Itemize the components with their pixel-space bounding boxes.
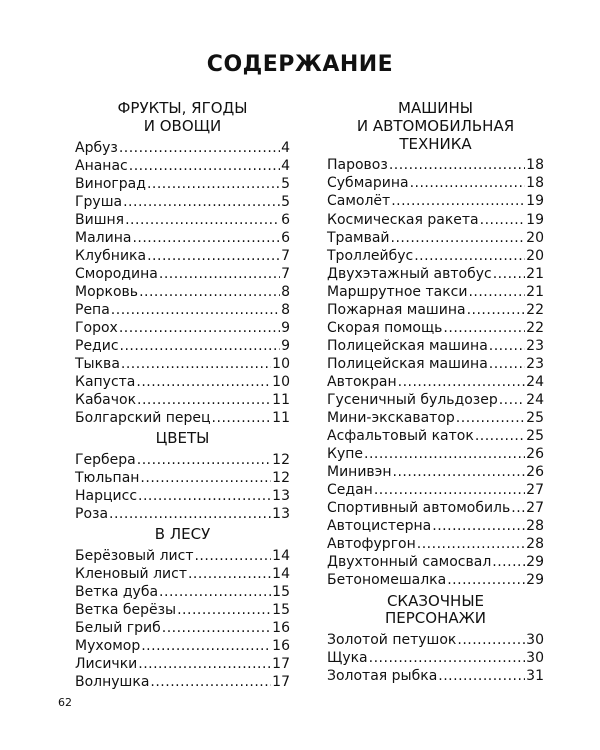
toc-entry-page: 28 bbox=[526, 536, 544, 553]
toc-entry bbox=[327, 373, 544, 391]
toc-entry bbox=[327, 649, 544, 667]
dot-leader bbox=[125, 211, 280, 229]
toc-entry-title: Мухомор bbox=[75, 638, 141, 655]
toc-entry bbox=[327, 517, 544, 535]
toc-entry-page: 12 bbox=[272, 470, 290, 487]
toc-entry-page: 17 bbox=[272, 656, 290, 673]
dot-leader bbox=[188, 565, 271, 583]
toc-entry bbox=[75, 193, 290, 211]
toc-entry-page: 21 bbox=[526, 283, 544, 300]
toc-entry-title: Щука bbox=[327, 650, 368, 667]
toc-entry bbox=[327, 229, 544, 247]
toc-list bbox=[75, 547, 290, 691]
toc-entry bbox=[327, 667, 544, 685]
toc-entry-page: 28 bbox=[526, 518, 544, 535]
dot-leader bbox=[489, 355, 525, 373]
toc-entry-title: Паровоз bbox=[327, 157, 388, 174]
toc-entry-page: 7 bbox=[281, 265, 290, 282]
toc-entry-page: 15 bbox=[272, 602, 290, 619]
section-heading-line: ТЕХНИКА bbox=[399, 134, 472, 153]
toc-entry bbox=[75, 283, 290, 301]
toc-entry-title: Спортивный автомобиль bbox=[327, 500, 511, 517]
section-heading-line: И АВТОМОБИЛЬНАЯ bbox=[356, 116, 515, 135]
toc-entry-title: Белый гриб bbox=[75, 620, 161, 637]
toc-entry-title: Мини-экскаватор bbox=[327, 410, 455, 427]
toc-entry bbox=[75, 565, 290, 583]
dot-leader bbox=[443, 319, 525, 337]
section-heading bbox=[75, 526, 290, 544]
section-heading bbox=[75, 430, 290, 448]
toc-entry bbox=[75, 157, 290, 175]
toc-entry bbox=[327, 211, 544, 229]
toc-entry-title: Груша bbox=[75, 193, 123, 210]
toc-entry-title: Кленовый лист bbox=[75, 566, 187, 583]
toc-entry bbox=[75, 505, 290, 523]
toc-entry-page: 30 bbox=[526, 650, 544, 667]
toc-entry-page: 6 bbox=[281, 211, 290, 228]
dot-leader bbox=[137, 451, 271, 469]
toc-entry-title: Самолёт bbox=[327, 193, 391, 210]
dot-leader bbox=[364, 445, 525, 463]
toc-entry bbox=[75, 451, 290, 469]
toc-entry-title: Виноград bbox=[75, 175, 146, 192]
dot-leader bbox=[475, 427, 525, 445]
toc-entry-title: Малина bbox=[75, 229, 132, 246]
dot-leader bbox=[136, 373, 271, 391]
section-heading-line: МАШИНЫ bbox=[398, 99, 473, 117]
dot-leader bbox=[119, 319, 280, 337]
toc-entry-title: Автофургон bbox=[327, 536, 416, 553]
toc-entry bbox=[75, 619, 290, 637]
toc-entry bbox=[327, 355, 544, 373]
toc-entry-page: 4 bbox=[281, 139, 290, 156]
toc-entry-title: Вишня bbox=[75, 211, 125, 228]
dot-leader bbox=[393, 463, 526, 481]
toc-entry-page: 15 bbox=[272, 584, 290, 601]
dot-leader bbox=[410, 174, 526, 192]
toc-entry bbox=[327, 481, 544, 499]
dot-leader bbox=[139, 283, 280, 301]
toc-entry-page: 30 bbox=[526, 632, 544, 649]
toc-entry bbox=[75, 487, 290, 505]
toc-entry-title: Кабачок bbox=[75, 392, 137, 409]
toc-entry bbox=[75, 673, 290, 691]
toc-entry-title: Субмарина bbox=[327, 175, 409, 192]
toc-entry-title: Двухэтажный автобус bbox=[327, 265, 492, 282]
page-number: 62 bbox=[58, 696, 72, 709]
toc-entry-page: 21 bbox=[526, 265, 544, 282]
toc-entry-page: 13 bbox=[272, 488, 290, 505]
toc-entry bbox=[75, 301, 290, 319]
toc-entry-page: 4 bbox=[281, 157, 290, 174]
section-heading-line: СКАЗОЧНЫЕ bbox=[386, 591, 485, 610]
toc-entry bbox=[75, 469, 290, 487]
toc-entry bbox=[75, 229, 290, 247]
toc-entry bbox=[75, 601, 290, 619]
dot-leader bbox=[417, 535, 525, 553]
dot-leader bbox=[438, 667, 525, 685]
toc-entry bbox=[327, 283, 544, 301]
toc-entry-title: Редис bbox=[75, 338, 119, 355]
dot-leader bbox=[147, 175, 280, 193]
toc-entry-title: Тюльпан bbox=[75, 470, 140, 487]
toc-entry-page: 10 bbox=[272, 374, 290, 391]
toc-entry-title: Болгарский перец bbox=[75, 410, 211, 427]
section-heading-line: ФРУКТЫ, ЯГОДЫ bbox=[117, 99, 248, 117]
dot-leader bbox=[147, 247, 280, 265]
toc-entry bbox=[75, 391, 290, 409]
toc-entry-page: 27 bbox=[526, 482, 544, 499]
toc-entry bbox=[75, 211, 290, 229]
dot-leader bbox=[159, 265, 280, 283]
toc-entry-title: Троллейбус bbox=[327, 247, 414, 264]
section-heading-line: В ЛЕСУ bbox=[154, 525, 211, 544]
toc-entry-title: Седан bbox=[327, 482, 373, 499]
dot-leader bbox=[414, 247, 525, 265]
toc-entry bbox=[327, 391, 544, 409]
toc-entry bbox=[327, 192, 544, 210]
toc-entry bbox=[327, 571, 544, 589]
toc-entry-title: Смородина bbox=[75, 265, 158, 282]
dot-leader bbox=[159, 583, 271, 601]
dot-leader bbox=[162, 619, 271, 637]
toc-entry-page: 17 bbox=[272, 674, 290, 691]
toc-entry bbox=[327, 265, 544, 283]
toc-entry-page: 29 bbox=[526, 554, 544, 571]
toc-entry-title: Морковь bbox=[75, 283, 139, 300]
toc-entry-title: Автоцистерна bbox=[327, 518, 432, 535]
toc-entry-title: Золотой петушок bbox=[327, 632, 457, 649]
dot-leader bbox=[140, 469, 271, 487]
dot-leader bbox=[467, 301, 526, 319]
toc-entry-page: 25 bbox=[526, 428, 544, 445]
toc-entry-title: Роза bbox=[75, 506, 109, 523]
toc-entry-page: 13 bbox=[272, 506, 290, 523]
toc-entry-title: Трамвай bbox=[327, 229, 390, 246]
toc-entry-page: 5 bbox=[281, 193, 290, 210]
section-heading bbox=[327, 100, 544, 153]
toc-entry-title: Маршрутное такси bbox=[327, 283, 468, 300]
toc-entry-page: 11 bbox=[272, 392, 290, 409]
toc-entry bbox=[75, 139, 290, 157]
toc-entry-title: Минивэн bbox=[327, 464, 392, 481]
toc-entry-title: Лисички bbox=[75, 656, 138, 673]
toc-entry-title: Двухтонный самосвал bbox=[327, 554, 492, 571]
toc-entry bbox=[75, 583, 290, 601]
section-heading-line: ЦВЕТЫ bbox=[155, 429, 210, 448]
toc-entry bbox=[75, 319, 290, 337]
dot-leader bbox=[457, 631, 525, 649]
toc-entry-page: 5 bbox=[281, 175, 290, 192]
toc-entry-title: Берёзовый лист bbox=[75, 548, 194, 565]
section-heading bbox=[327, 593, 544, 629]
toc-list bbox=[327, 631, 544, 685]
toc-entry bbox=[75, 637, 290, 655]
toc-entry-page: 18 bbox=[526, 175, 544, 192]
toc-entry bbox=[327, 445, 544, 463]
dot-leader bbox=[141, 637, 271, 655]
toc-entry-title: Арбуз bbox=[75, 139, 118, 156]
toc-entry-page: 14 bbox=[272, 566, 290, 583]
toc-entry bbox=[327, 499, 544, 517]
section-heading-line: ПЕРСОНАЖИ bbox=[384, 609, 486, 628]
toc-entry-page: 29 bbox=[526, 572, 544, 589]
toc-entry-title: Купе bbox=[327, 446, 363, 463]
toc-entry bbox=[75, 337, 290, 355]
dot-leader bbox=[447, 571, 525, 589]
toc-entry bbox=[327, 463, 544, 481]
toc-entry-page: 11 bbox=[272, 410, 290, 427]
dot-leader bbox=[398, 373, 526, 391]
toc-entry-title: Скорая помощь bbox=[327, 319, 443, 336]
toc-entry bbox=[75, 373, 290, 391]
toc-entry-title: Волнушка bbox=[75, 674, 150, 691]
left-column bbox=[75, 100, 290, 692]
dot-leader bbox=[493, 265, 525, 283]
toc-entry bbox=[327, 631, 544, 649]
dot-leader bbox=[119, 139, 280, 157]
dot-leader bbox=[194, 547, 271, 565]
dot-leader bbox=[499, 391, 525, 409]
toc-entry-page: 19 bbox=[526, 211, 544, 228]
toc-entry-page: 22 bbox=[526, 319, 544, 336]
dot-leader bbox=[132, 229, 280, 247]
toc-entry-page: 23 bbox=[526, 355, 544, 372]
toc-entry bbox=[75, 355, 290, 373]
toc-entry-page: 27 bbox=[526, 500, 544, 517]
dot-leader bbox=[177, 601, 271, 619]
dot-leader bbox=[137, 391, 271, 409]
toc-entry-title: Полицейская машина bbox=[327, 355, 488, 372]
toc-entry-title: Горох bbox=[75, 320, 118, 337]
dot-leader bbox=[121, 355, 271, 373]
toc-entry bbox=[327, 337, 544, 355]
dot-leader bbox=[369, 649, 526, 667]
toc-entry-page: 9 bbox=[281, 320, 290, 337]
toc-entry-page: 8 bbox=[281, 302, 290, 319]
dot-leader bbox=[468, 283, 525, 301]
dot-leader bbox=[489, 337, 525, 355]
dot-leader bbox=[511, 499, 525, 517]
toc-entry-title: Гусеничный бульдозер bbox=[327, 392, 498, 408]
toc-entry-page: 22 bbox=[526, 301, 544, 318]
toc-entry-page: 14 bbox=[272, 548, 290, 565]
toc-entry bbox=[327, 553, 544, 571]
toc-entry-title: Репа bbox=[75, 302, 110, 319]
toc-entry-title: Тыква bbox=[75, 356, 120, 373]
toc-list bbox=[75, 451, 290, 523]
toc-entry-page: 31 bbox=[526, 668, 544, 685]
toc-entry-title: Космическая ракета bbox=[327, 211, 479, 228]
toc-entry-page: 20 bbox=[526, 229, 544, 246]
dot-leader bbox=[129, 157, 280, 175]
toc-entry bbox=[75, 265, 290, 283]
toc-entry bbox=[327, 156, 544, 174]
dot-leader bbox=[138, 655, 271, 673]
dot-leader bbox=[109, 505, 271, 523]
toc-entry-page: 8 bbox=[281, 283, 290, 300]
dot-leader bbox=[391, 229, 526, 247]
dot-leader bbox=[212, 409, 272, 427]
toc-entry-page: 10 bbox=[272, 356, 290, 373]
toc-entry-title: Ветка берёзы bbox=[75, 602, 177, 619]
dot-leader bbox=[391, 192, 525, 210]
toc-entry-page: 23 bbox=[526, 337, 544, 354]
dot-leader bbox=[492, 553, 525, 571]
toc-entry bbox=[327, 319, 544, 337]
toc-entry-page: 25 bbox=[526, 410, 544, 427]
dot-leader bbox=[480, 211, 526, 229]
toc-entry-page: 16 bbox=[272, 620, 290, 637]
toc-entry-title: Ананас bbox=[75, 157, 128, 174]
dot-leader bbox=[456, 409, 525, 427]
toc-entry bbox=[327, 409, 544, 427]
toc-entry bbox=[75, 247, 290, 265]
toc-entry-title: Золотая рыбка bbox=[327, 668, 438, 685]
toc-entry-title: Автокран bbox=[327, 373, 397, 390]
toc-entry bbox=[327, 301, 544, 319]
toc-entry-title: Гербера bbox=[75, 452, 136, 469]
toc-entry-title: Полицейская машина bbox=[327, 337, 488, 354]
toc-entry-page: 20 bbox=[526, 247, 544, 264]
toc-entry-page: 12 bbox=[272, 452, 290, 469]
toc-entry-page: 19 bbox=[526, 193, 544, 210]
toc-entry bbox=[327, 535, 544, 553]
toc-entry bbox=[75, 409, 290, 427]
toc-entry-page: 24 bbox=[526, 392, 544, 408]
toc-entry-page: 24 bbox=[526, 373, 544, 390]
toc-entry-title: Бетономешалка bbox=[327, 572, 447, 589]
toc-entry bbox=[75, 547, 290, 565]
dot-leader bbox=[374, 481, 525, 499]
dot-leader bbox=[111, 301, 280, 319]
toc-entry-page: 16 bbox=[272, 638, 290, 655]
dot-leader bbox=[432, 517, 525, 535]
toc-entry-title: Нарцисс bbox=[75, 488, 138, 505]
toc-entry-page: 18 bbox=[526, 157, 544, 174]
toc-entry bbox=[75, 655, 290, 673]
toc-entry-title: Пожарная машина bbox=[327, 301, 466, 318]
toc-entry-page: 26 bbox=[526, 446, 544, 463]
toc-entry-title: Клубника bbox=[75, 247, 147, 264]
toc-entry-page: 9 bbox=[281, 338, 290, 355]
section-heading-line: И ОВОЩИ bbox=[143, 116, 222, 135]
dot-leader bbox=[150, 673, 271, 691]
toc-entry bbox=[327, 174, 544, 192]
toc-entry bbox=[327, 247, 544, 265]
right-column bbox=[327, 100, 544, 685]
toc-list bbox=[327, 156, 544, 589]
toc-entry-title: Капуста bbox=[75, 374, 136, 391]
section-heading bbox=[75, 100, 290, 136]
dot-leader bbox=[138, 487, 271, 505]
toc-entry bbox=[75, 175, 290, 193]
dot-leader bbox=[120, 337, 281, 355]
toc-list bbox=[75, 139, 290, 428]
page-title: СОДЕРЖАНИЕ bbox=[206, 52, 394, 77]
toc-entry bbox=[327, 427, 544, 445]
toc-entry-page: 7 bbox=[281, 247, 290, 264]
toc-entry-page: 26 bbox=[526, 464, 544, 481]
toc-entry-page: 6 bbox=[281, 229, 290, 246]
dot-leader bbox=[389, 156, 525, 174]
toc-entry-title: Асфальтовый каток bbox=[327, 428, 474, 445]
dot-leader bbox=[123, 193, 280, 211]
toc-entry-title: Ветка дуба bbox=[75, 584, 159, 601]
